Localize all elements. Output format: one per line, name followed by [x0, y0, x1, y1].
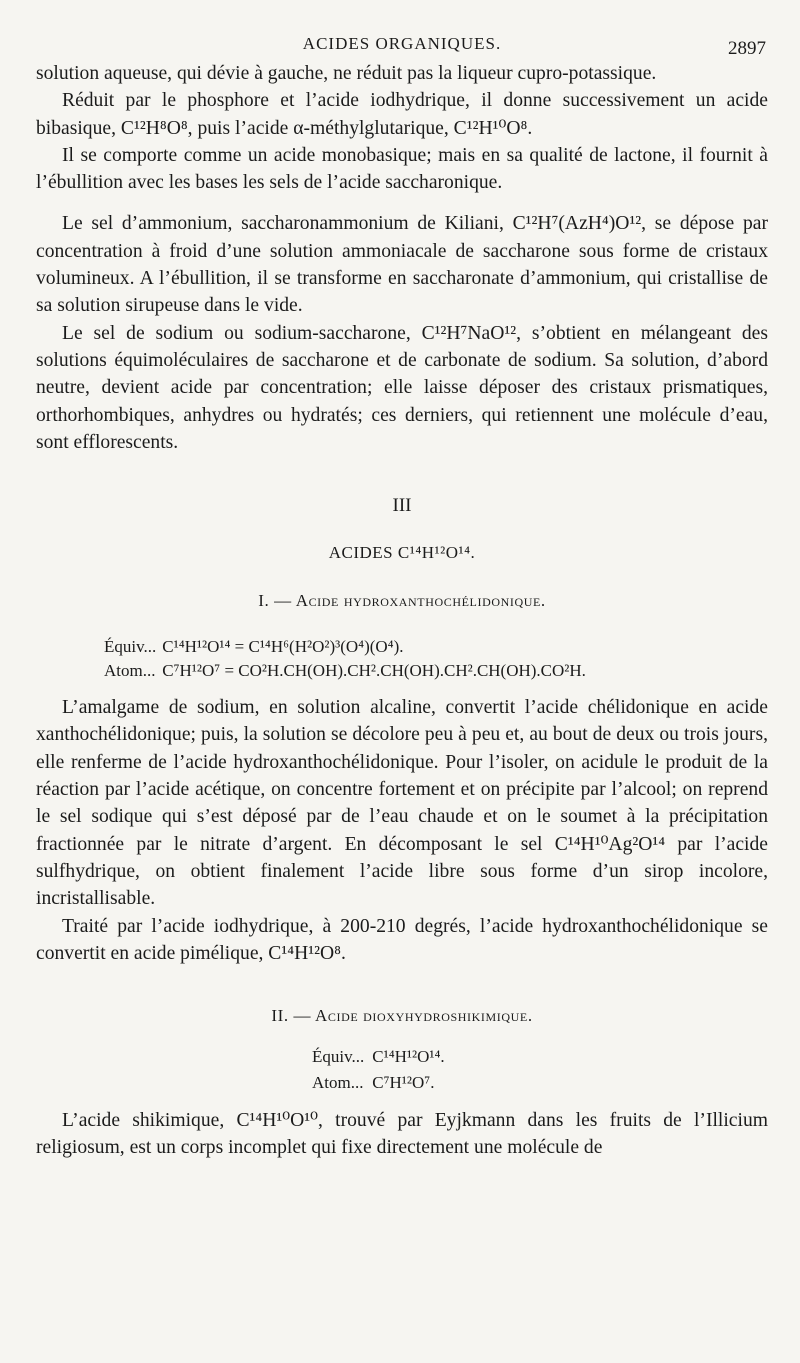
formula-label: Équiv... [312, 1047, 365, 1067]
subsection-title: I. — Acide hydroxanthochélidonique. [258, 591, 546, 611]
formula: C⁷H¹²O⁷. [372, 1073, 435, 1093]
formula-row [312, 1045, 451, 1069]
page-header [36, 30, 768, 60]
formula-row [312, 1071, 451, 1095]
paragraph: L’acide shikimique, C¹⁴H¹⁰O¹⁰, trouvé par Eyjkmann dans les fruits de l’Illicium religiosum, est un corps incomplet qui fixe directement une molécule de [36, 1110, 768, 1159]
paragraph-ammonium-salt: Le sel d’ammonium, saccharonammonium de Kiliani, C¹²H⁷(AzH⁴)O¹², se dépose par concentration à froid d’une solution ammoniacale de saccharone sous forme de cristaux volumineux. A l’ébullition, il se transforme en saccharonate d’ammonium, qui cristallise de sa solution sirupeuse dans le vide. [36, 213, 768, 317]
formula-block [102, 634, 592, 684]
paragraph: solution aqueuse, qui dévie à gauche, ne réduit pas la liqueur cupro-potassique. [36, 63, 657, 84]
paragraph: Réduit par le phosphore et l’acide iodhydrique, il donne successivement un acide bibasique, C¹²H⁸O⁸, puis l’acide α-méthylglutarique, C¹²H¹⁰O⁸. [36, 90, 768, 139]
formula-block [310, 1043, 453, 1097]
section-title: ACIDES C¹⁴H¹²O¹⁴. [328, 543, 476, 563]
formula: C⁷H¹²O⁷ = CO²H.CH(OH).CH².CH(OH).CH².CH(OH).CO²H. [162, 661, 586, 681]
formula-row [104, 636, 590, 658]
paragraph: Traité par l’acide iodhydrique, à 200-210 degrés, l’acide hydroxanthochélidonique se convertit en acide pimélique, C¹⁴H¹²O⁸. [36, 915, 768, 964]
paragraph: Il se comporte comme un acide monobasique; mais en sa qualité de lactone, il fournit à l’ébullition avec les bases les sels de l’acide saccharonique. [36, 144, 768, 194]
document-page [36, 30, 768, 1162]
subsection-title: II. — Acide dioxyhydroshikimique. [271, 1006, 533, 1026]
formula-label: Atom... [104, 661, 156, 681]
section-number: III [392, 495, 412, 517]
page-number: 2897 [728, 38, 766, 59]
paragraph-sodium-salt: Le sel de sodium ou sodium-saccharone, C¹²H⁷NaO¹², s’obtient en mélangeant des solutions équimoléculaires de saccharone et de carbonate de sodium. Sa solution, d’abord neutre, devient acide par concentration; elle laisse déposer des cristaux prismatiques, orthorhombiques, anhydres ou hydratés; ces derniers, qui retiennent une molécule d’eau, sont efflorescents. [36, 322, 768, 453]
running-title: ACIDES ORGANIQUES. [302, 34, 502, 53]
formula: C¹⁴H¹²O¹⁴ = C¹⁴H⁶(H²O²)³(O⁴)(O⁴). [162, 637, 404, 657]
paragraph: L’amalgame de sodium, en solution alcaline, convertit l’acide chélidonique en acide xanthochélidonique; puis, la solution se décolore peu à peu et, au bout de deux ou trois jours, elle renferme de l’acide hydroxanthochélidonique. Pour l’isoler, on acidule le produit de la réaction par l’acide acétique, on concentre fortement et on précipite par l’alcool; on reprend le sel sodique qui s’est déposé par de l’eau chaude et on le soumet à la précipitation fractionnée par le nitrate d’argent. En décomposant le sel C¹⁴H¹⁰Ag²O¹⁴ par l’acide sulfhydrique, on obtient finalement l’acide libre sous forme d’un sirop incolore, incristallisable. [36, 697, 768, 910]
formula-row [104, 660, 590, 682]
formula-label: Équiv... [104, 637, 157, 657]
formula-label: Atom... [312, 1073, 364, 1093]
formula: C¹⁴H¹²O¹⁴. [372, 1047, 445, 1067]
